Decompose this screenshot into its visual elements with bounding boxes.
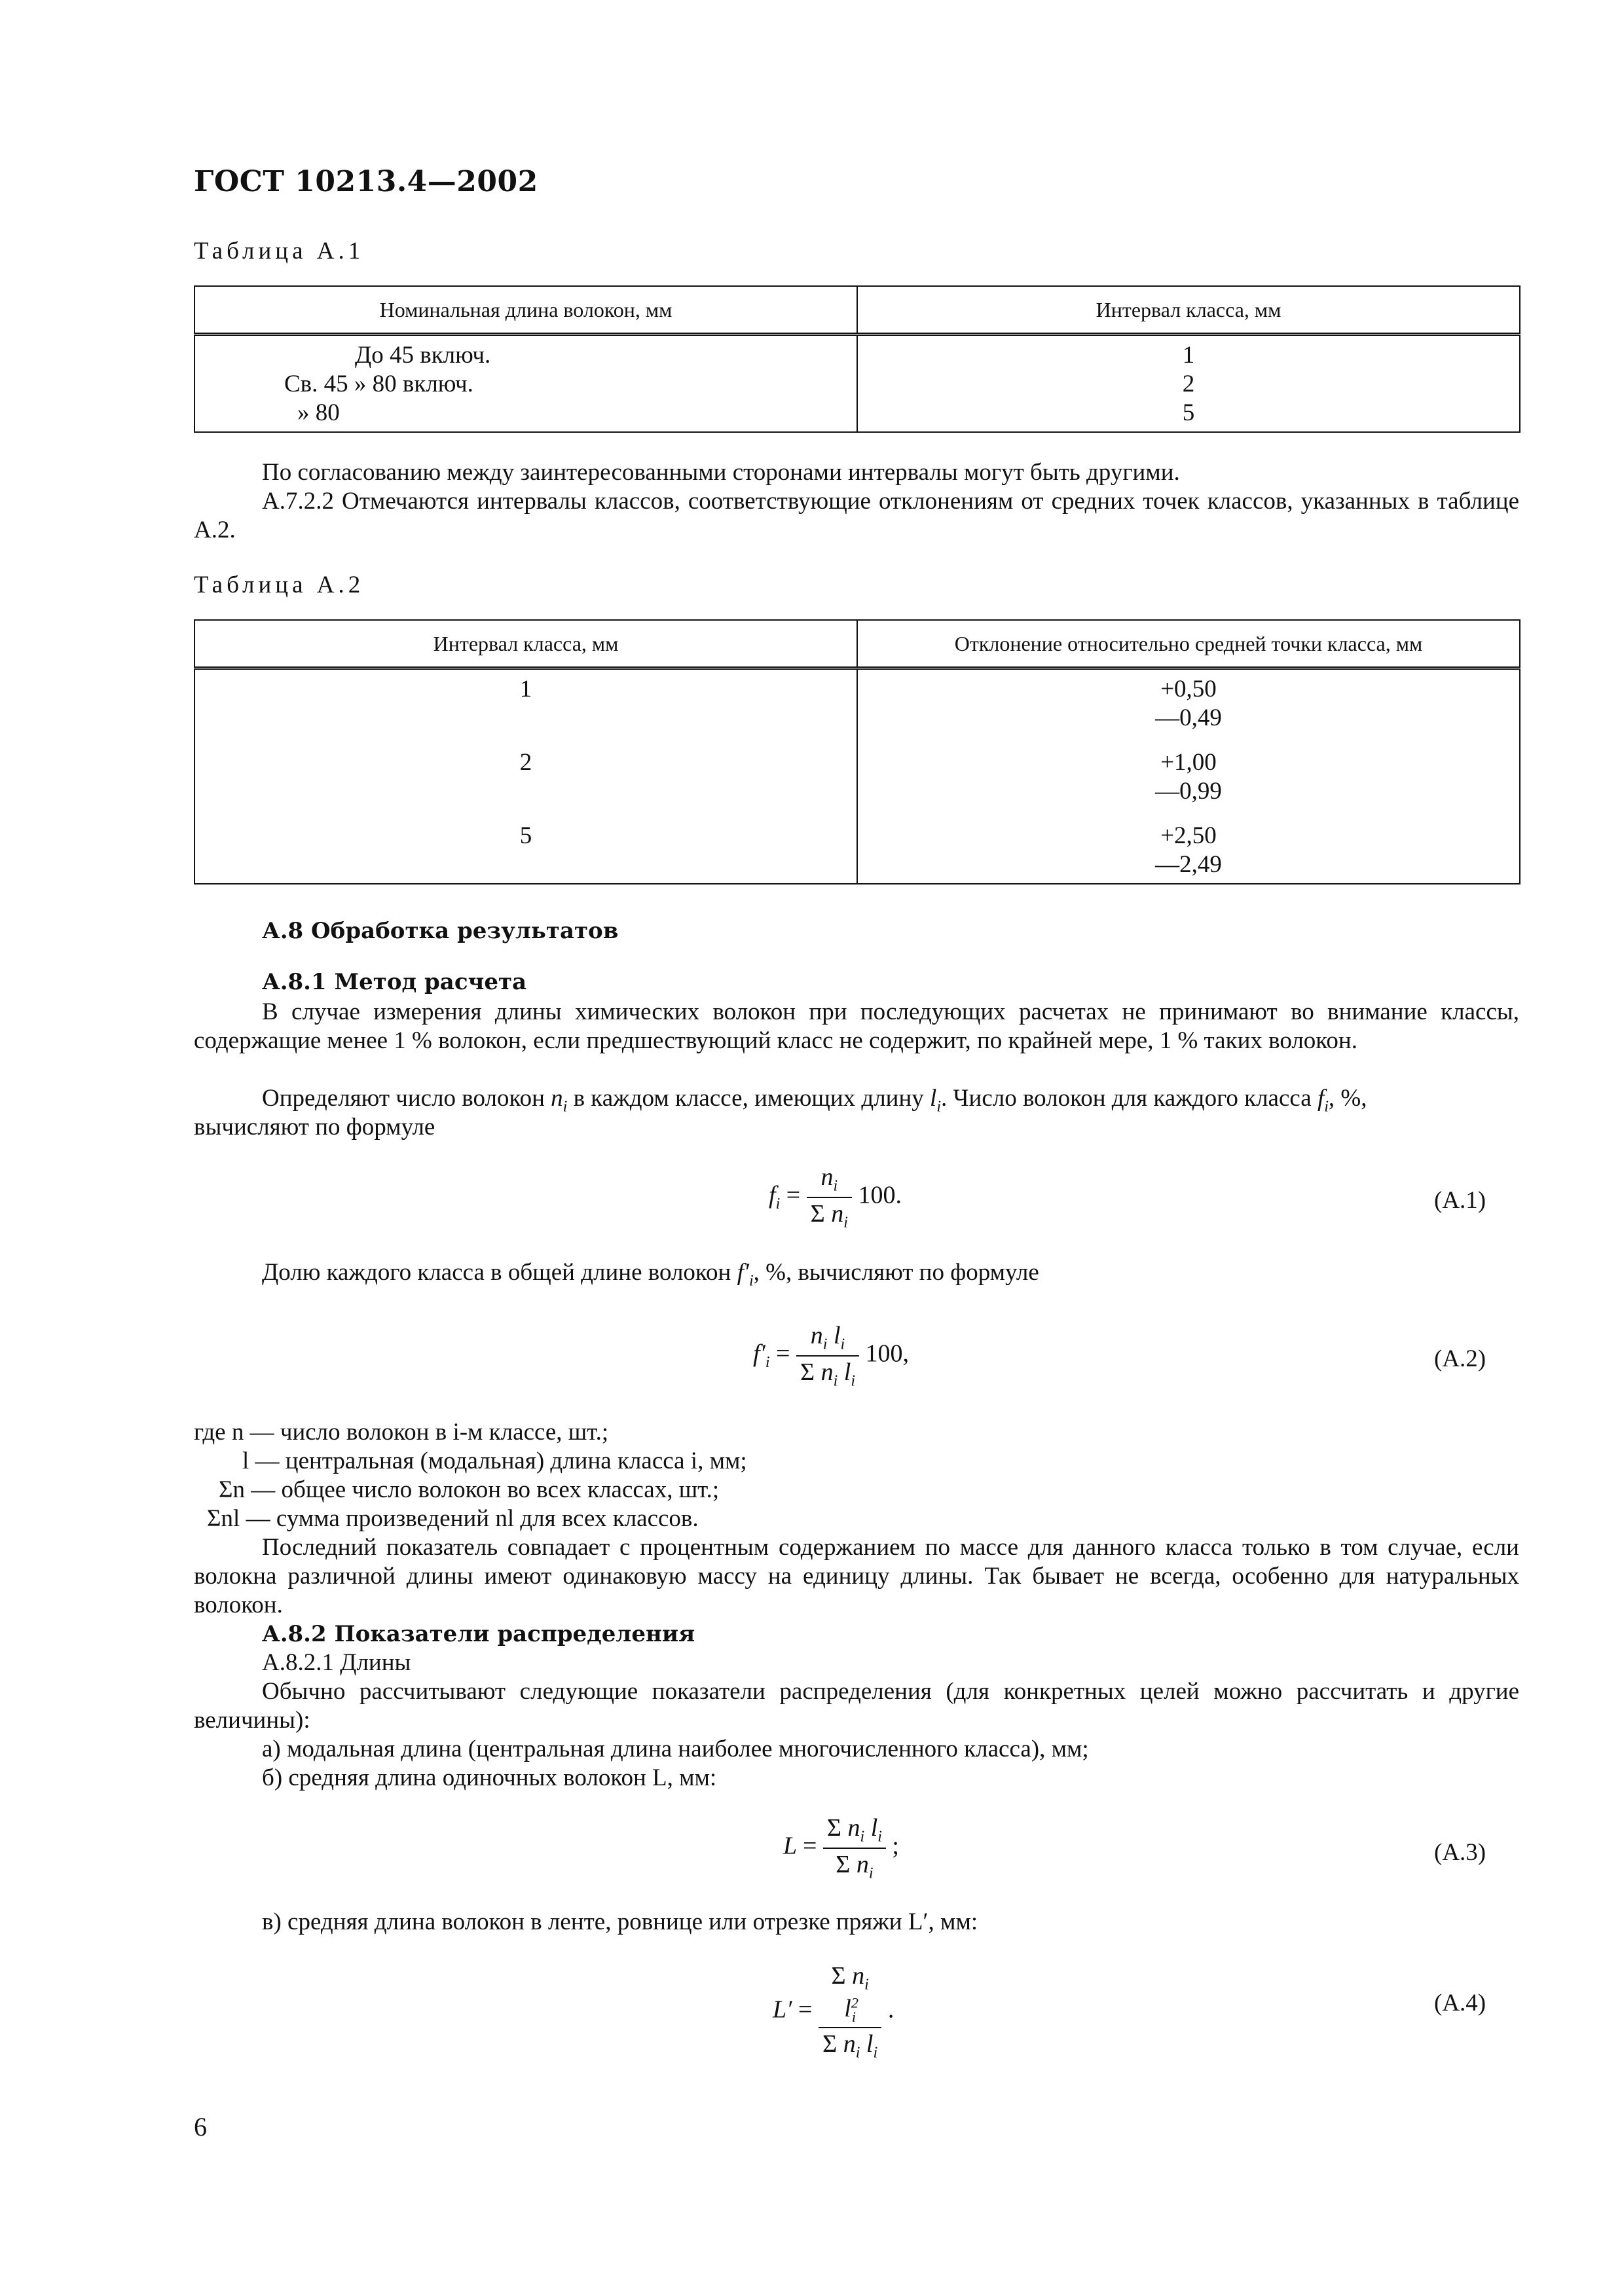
table-a2-minus-0: —0,49: [1155, 704, 1222, 731]
list-item-b: б) средняя длина одиночных волокон L, мм:: [262, 1764, 717, 1791]
page-number: 6: [194, 2112, 207, 2141]
paragraph-indicators: Обычно рассчитывают следующие показатели распределения (для конкретных целей можно рассчитать и другие величины):: [194, 1678, 1519, 1734]
table-a2-minus-2: —2,49: [1155, 851, 1222, 878]
paragraph-classes: В случае измерения длины химических волокон при последующих расчетах не принимают во внимание классы, содержащие менее 1 % волокон, если предшествующий класс не содержит, по крайней мере, 1 % таких волокон.: [194, 998, 1519, 1054]
table-a1-length-cell: [194, 335, 857, 433]
table-a1-col-interval: Интервал класса, мм: [857, 286, 1520, 335]
text-run: в каждом классе, имеющих длину: [567, 1085, 931, 1112]
table-a1-interval-cell: [857, 335, 1520, 433]
where-line-1: где n — число волокон в i-м классе, шт.;: [194, 1419, 609, 1446]
table-a2-plus-0: +0,50: [1160, 676, 1217, 702]
table-a2-deviation-2: [857, 806, 1520, 884]
table-a1-interval-0: 1: [1182, 342, 1195, 369]
table-a2-deviation-0: [857, 668, 1520, 733]
where-line-4: Σnl — сумма произведений nl для всех классов.: [207, 1505, 699, 1532]
where-line-2: l — центральная (модальная) длина класса i, мм;: [242, 1448, 747, 1474]
table-a2-interval-2: 5: [194, 806, 857, 884]
table-row: [194, 806, 1520, 884]
paragraph-count: Определяют число волокон $n_i$ в каждом классе, имеющих длину $l_i$. Число волокон для каждого класса $f_i$, %,: [262, 1085, 1367, 1116]
table-row: [194, 668, 1520, 733]
table-a1-header-row: [194, 286, 1520, 335]
table-a2-interval-1: 2: [194, 733, 857, 806]
table-a2: [194, 619, 1521, 884]
table-a2-caption: Таблица А.2: [194, 572, 365, 598]
section-a8-title: А.8 Обработка результатов: [262, 918, 619, 944]
table-a1-interval-1: 2: [1182, 371, 1195, 397]
formula-a1-number: (А.1): [1434, 1187, 1486, 1214]
formula-a2: $f'_i$ = $\frac{n_i l_i}{\Sigma n_i l_i}$ 100,: [753, 1322, 910, 1390]
table-row: [194, 733, 1520, 806]
text-run: , %, вычисляют по формуле: [753, 1259, 1039, 1286]
table-a1-caption: Таблица А.1: [194, 238, 365, 264]
paragraph-mass: Последний показатель совпадает с процентным содержанием по массе для данного класса только в том случае, если волокна различной длины имеют одинаковую массу на единицу длины. Так бывает не всегда, особенно для натуральных волокон.: [194, 1534, 1519, 1618]
table-a1-length-1: Св. 45 » 80 включ.: [284, 371, 473, 397]
table-a1-interval-2: 5: [1182, 399, 1195, 426]
paragraph-share: Долю каждого класса в общей длине волокон $f'_i$, %, вычисляют по формуле: [262, 1259, 1039, 1290]
table-a2-deviation-1: [857, 733, 1520, 806]
table-a2-plus-2: +2,50: [1160, 822, 1217, 849]
paragraph-agreement: По согласованию между заинтересованными сторонами интервалы могут быть другими.: [262, 459, 1180, 486]
text-run: Долю каждого класса в общей длине волокон: [262, 1259, 737, 1286]
table-a2-interval-0: 1: [194, 668, 857, 733]
text-run: Определяют число волокон: [262, 1085, 551, 1112]
section-a81-title: А.8.1 Метод расчета: [262, 969, 527, 995]
table-row: [194, 335, 1520, 433]
list-item-a: а) модальная длина (центральная длина наиболее многочисленного класса), мм;: [262, 1736, 1089, 1762]
text-run: , %,: [1328, 1085, 1367, 1112]
table-a2-col-deviation: Отклонение относительно средней точки класса, мм: [857, 620, 1520, 668]
list-item-c: в) средняя длина волокон в ленте, ровнице или отрезке пряжи L′, мм:: [262, 1908, 978, 1935]
table-a2-col-interval: Интервал класса, мм: [194, 620, 857, 668]
where-line-3: Σn — общее число волокон во всех классах, шт.;: [219, 1476, 720, 1503]
table-a1-length-0: До 45 включ.: [355, 342, 491, 369]
formula-a4: L′ = $\frac{\Sigma n_i l^2_i}{\Sigma n_i l_i}$ .: [773, 1962, 894, 2062]
paragraph-count-cont: вычисляют по формуле: [194, 1114, 435, 1140]
formula-a3-number: (А.3): [1434, 1839, 1486, 1866]
document-header: ГОСТ 10213.4—2002: [194, 165, 538, 198]
table-a1: [194, 285, 1521, 433]
table-a2-plus-1: +1,00: [1160, 749, 1217, 776]
formula-a4-number: (А.4): [1434, 1990, 1486, 2016]
formula-a3: L = $\frac{\Sigma n_i l_i}{\Sigma n_i}$ ;: [783, 1814, 899, 1882]
table-a2-minus-1: —0,99: [1155, 778, 1222, 805]
paragraph-a722: А.7.2.2 Отмечаются интервалы классов, соответствующие отклонениям от средних точек классов, указанных в таблице А.2.: [194, 488, 1519, 543]
text-run: . Число волокон для каждого класса: [940, 1085, 1318, 1112]
formula-a1: $f_i$ = $\frac{n_i}{\Sigma n_i}$ 100.: [769, 1163, 902, 1231]
table-a2-header-row: [194, 620, 1520, 668]
section-a821-title: А.8.2.1 Длины: [262, 1649, 411, 1676]
table-a1-col-length: Номинальная длина волокон, мм: [194, 286, 857, 335]
section-a82-title: А.8.2 Показатели распределения: [262, 1621, 695, 1647]
table-a1-length-2: » 80: [297, 399, 340, 426]
formula-a2-number: (А.2): [1434, 1345, 1486, 1372]
